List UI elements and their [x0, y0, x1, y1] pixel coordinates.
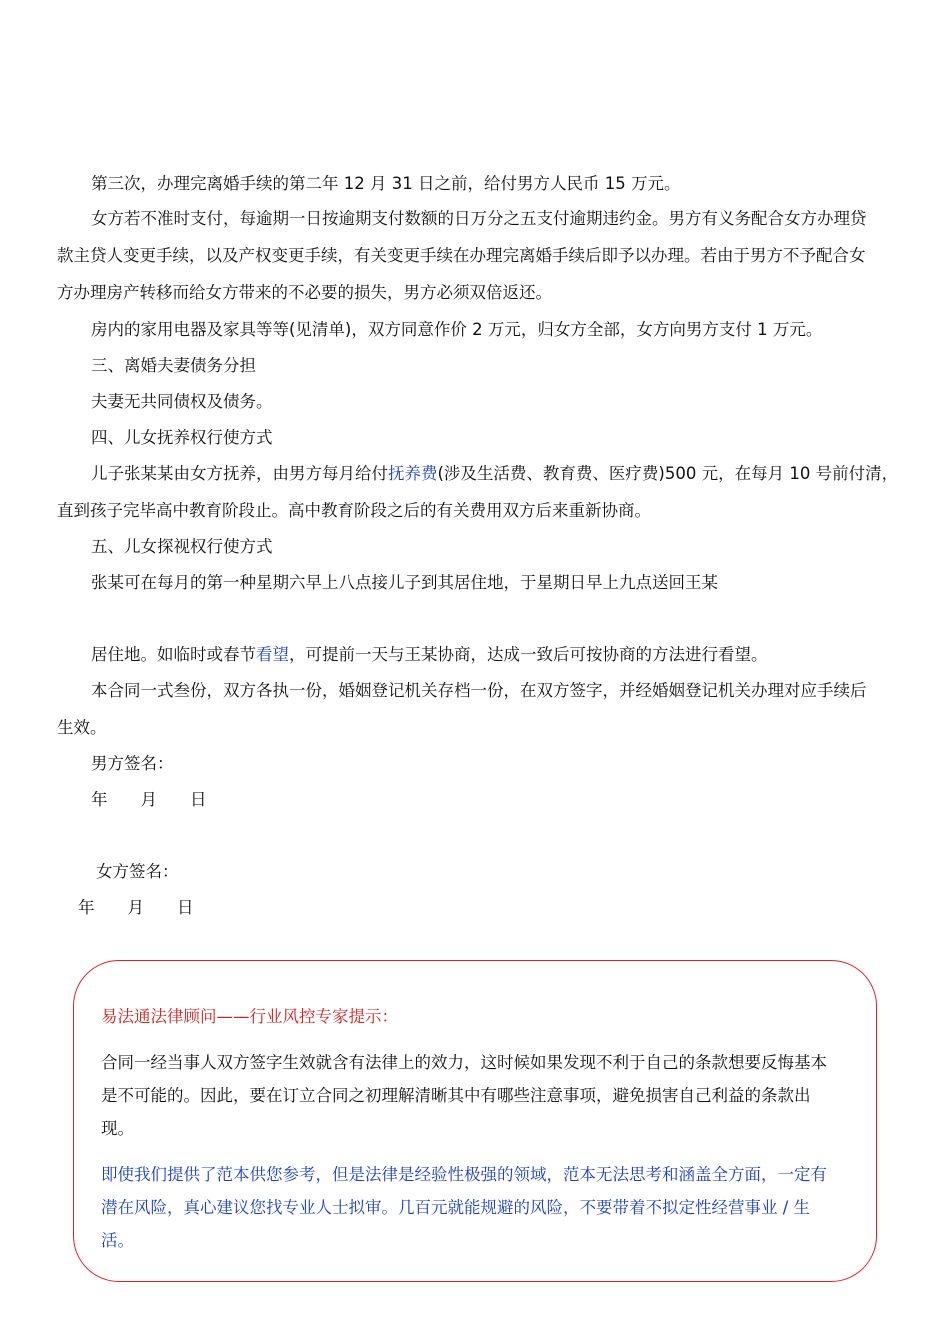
notice-body-line3: 现。: [101, 1119, 134, 1138]
paragraph-late-penalty-line2: 款主贷人变更手续，以及产权变更手续，有关变更手续在办理完离婚手续后即予以办理。若由于男方不予配合女: [57, 246, 866, 265]
male-signature-label: 男方签名：: [91, 754, 174, 773]
paragraph-custody-line2: 直到孩子完毕高中教育阶段止。高中教育阶段之后的有关费用双方后来重新协商。: [57, 501, 651, 520]
male-signature-date: 年 月 日: [91, 790, 207, 809]
paragraph-copies-line1: 本合同一式叁份，双方各执一份，婚姻登记机关存档一份，在双方签字，并经婚姻登记机关办理对应手续后: [91, 681, 867, 700]
female-signature-label: 女方签名：: [96, 862, 179, 881]
paragraph-late-penalty-line1: 女方若不准时支付，每逾期一日按逾期支付数额的日万分之五支付逾期违约金。男方有义务配合女方办理贷: [91, 209, 867, 228]
paragraph-third-payment: 第三次，办理完离婚手续的第二年 12 月 31 日之前，给付男方人民币 15 万元。: [91, 174, 681, 193]
notice-advice-line2: 潜在风险，真心建议您找专业人士拟审。几百元就能规避的风险，不要带着不拟定性经营事业 / 生: [101, 1198, 811, 1217]
paragraph-debt: 夫妻无共同债权及债务。: [91, 392, 273, 411]
heading-visitation: 五、儿女探视权行使方式: [91, 537, 273, 556]
paragraph-visitation-line1: 张某可在每月的第一种星期六早上八点接儿子到其居住地，于星期日早上九点送回王某: [91, 573, 718, 592]
custody-text-post: (涉及生活费、教育费、医疗费)500 元，在每月 10 号前付清，: [437, 464, 899, 483]
heading-debt: 三、离婚夫妻债务分担: [91, 356, 256, 375]
notice-title: 易法通法律顾问——行业风控专家提示：: [101, 1007, 398, 1026]
visitation-text-pre: 居住地。如临时或春节: [91, 645, 256, 664]
notice-advice-line1: 即使我们提供了范本供您参考，但是法律是经验性极强的领域，范本无法思考和涵盖全方面，一定有: [101, 1165, 827, 1184]
visitation-text-post: ，可提前一天与王某协商，达成一致后可按协商的方法进行看望。: [289, 645, 768, 664]
heading-custody: 四、儿女抚养权行使方式: [91, 428, 273, 447]
paragraph-copies-line2: 生效。: [57, 718, 107, 737]
paragraph-household-items: 房内的家用电器及家具等等(见清单)，双方同意作价 2 万元，归女方全部，女方向男方支付 1 万元。: [91, 320, 823, 339]
paragraph-late-penalty-line3: 方办理房产转移而给女方带来的不必要的损失，男方必须双倍返还。: [57, 283, 552, 302]
notice-body-line1: 合同一经当事人双方签字生效就含有法律上的效力，这时候如果发现不利于自己的条款想要反悔基本: [101, 1053, 827, 1072]
custody-text-pre: 儿子张某某由女方抚养，由男方每月给付: [91, 464, 388, 483]
visit-link[interactable]: 看望: [256, 645, 289, 664]
paragraph-visitation-line2: [91, 643, 768, 667]
legal-advice-notice: [73, 960, 877, 1282]
female-signature-date: 年 月 日: [78, 898, 194, 917]
notice-body-line2: 是不可能的。因此，要在订立合同之初理解清晰其中有哪些注意事项，避免损害自己利益的条款出: [101, 1086, 811, 1105]
child-support-link[interactable]: 抚养费: [388, 464, 438, 483]
paragraph-custody-line1: [91, 462, 898, 486]
notice-advice-line3: 活。: [101, 1231, 134, 1250]
